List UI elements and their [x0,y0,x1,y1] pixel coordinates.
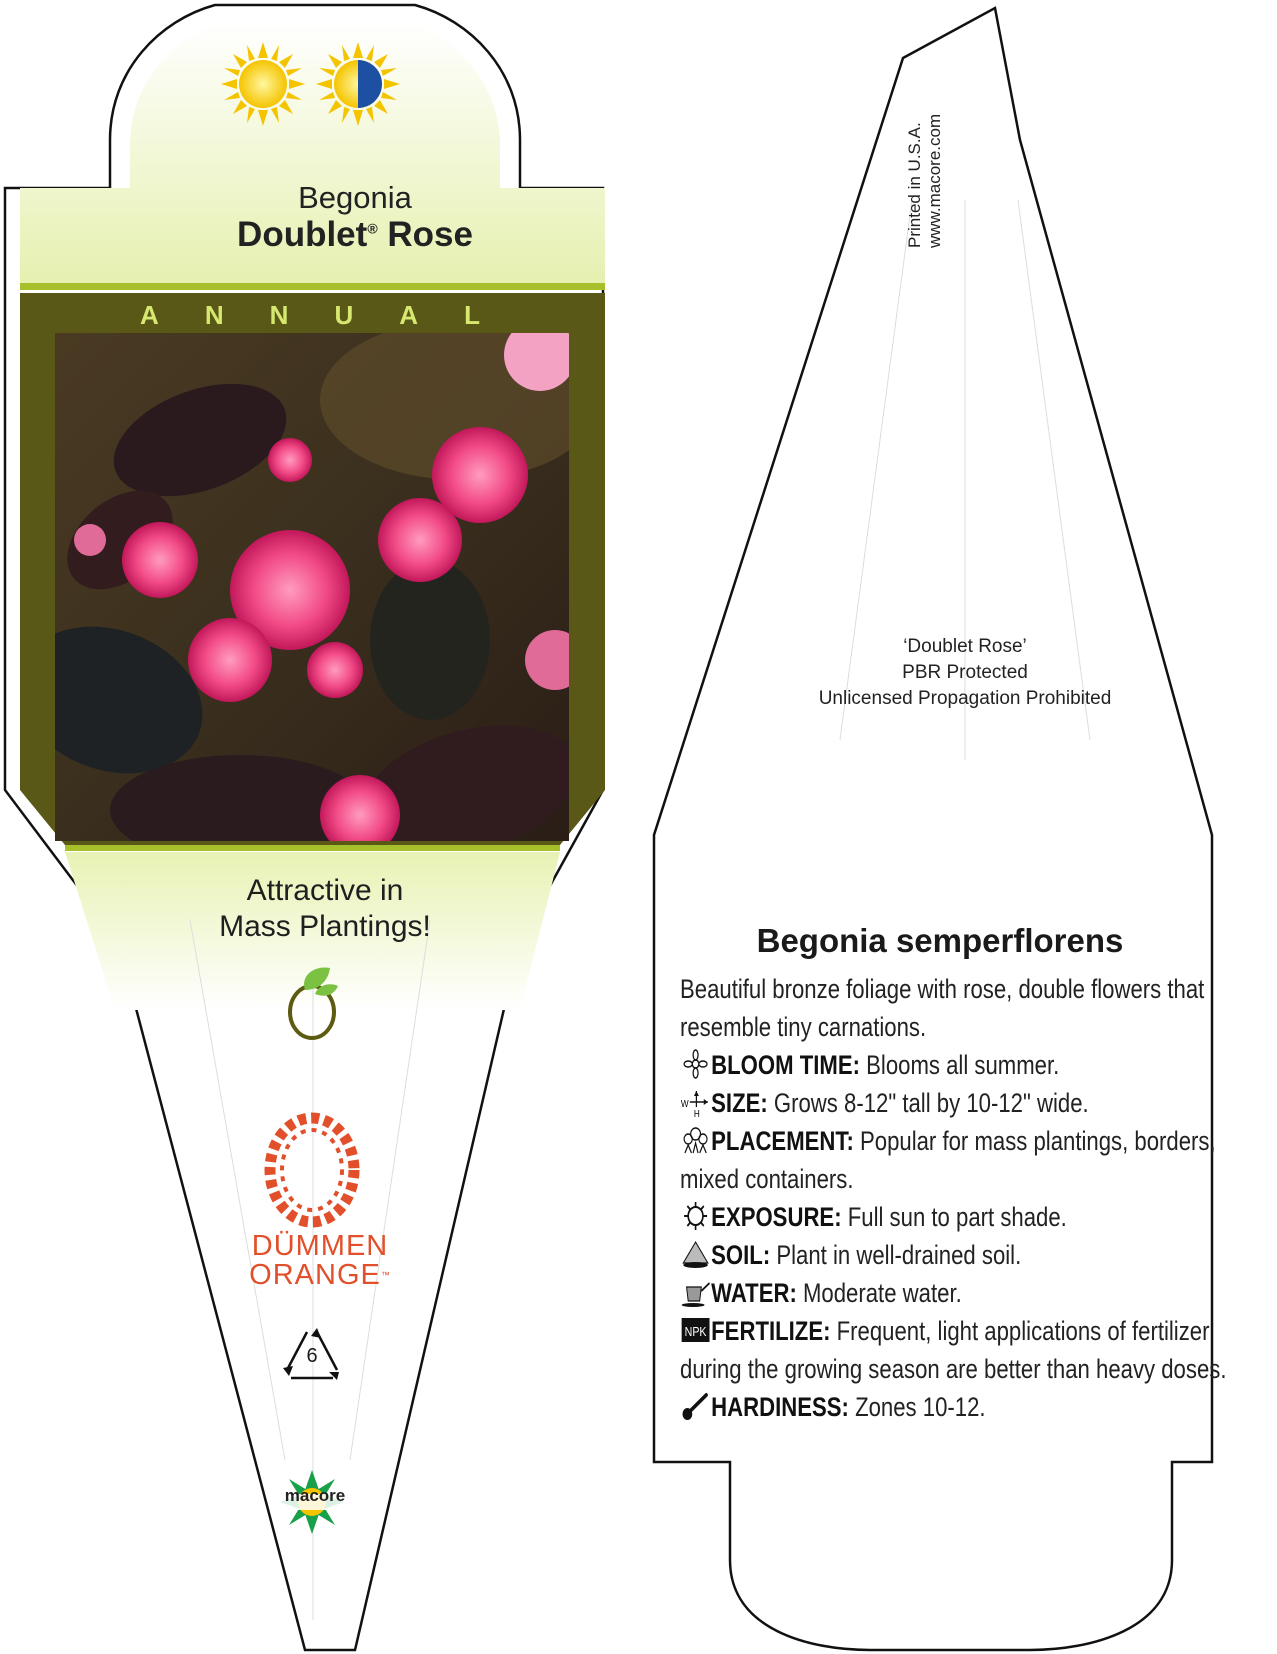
care-row-water [680,1274,1238,1312]
registered-mark: ® [367,220,378,237]
watering-can-icon [680,1277,711,1307]
care-row-exposure [680,1198,1238,1236]
care-text: Zones 10-12. [848,1392,986,1422]
brand-line-1: DÜMMEN [251,1230,389,1262]
plant-category [140,300,480,331]
category-letter: A [140,300,159,330]
care-text: Frequent, light applications of fertilizer [830,1316,1210,1346]
sun-exposure-icon [680,1201,711,1231]
description-line-2: resemble tiny carnations. [680,1012,927,1042]
npk-icon [680,1315,711,1345]
recycle-number: 6 [306,1345,318,1367]
care-text: Grows 8-12" tall by 10-12" wide. [767,1088,1089,1118]
care-row-soil [680,1236,1238,1274]
thermometer-icon [680,1391,711,1421]
care-label: PLACEMENT: [711,1126,854,1156]
trademark: ™ [380,1270,391,1280]
pbr-line-1: ‘Doublet Rose’ [903,636,1027,657]
tagline [150,873,500,945]
variety-name-suffix: Rose [377,215,473,254]
care-text: Full sun to part shade. [841,1202,1067,1232]
size-icon [680,1087,711,1117]
full-sun-icon [221,42,305,126]
category-letter: U [334,300,354,330]
tagline-line-2: Mass Plantings! [219,910,431,943]
placement-icon [680,1125,711,1155]
common-name: Begonia [298,180,412,215]
care-text: Popular for mass plantings, borders, [853,1126,1216,1156]
printed-line-1: Printed in U.S.A. [905,122,924,248]
care-label: SIZE: [711,1088,768,1118]
care-row-bloom [680,1046,1238,1084]
pbr-notice [780,634,1150,712]
category-letter: A [399,300,419,330]
pbr-line-2: PBR Protected [902,662,1028,683]
care-row-placement-cont: mixed containers. [680,1164,854,1194]
brand-logo-text [240,1232,400,1290]
flower-icon [680,1049,711,1079]
care-text: Plant in well-drained soil. [770,1240,1022,1270]
size-icon-h: H [693,1108,700,1117]
care-label: BLOOM TIME: [711,1050,860,1080]
pbr-line-3: Unlicensed Propagation Prohibited [818,688,1112,709]
care-label: HARDINESS: [711,1392,849,1422]
species-name: Begonia semperflorens [756,922,1124,959]
care-text: Blooms all summer. [859,1050,1060,1080]
variety-name [120,215,590,255]
care-row-fertilize [680,1312,1238,1350]
printed-line-2: www.macore.com [925,113,944,248]
category-letter: N [204,300,224,330]
care-label: EXPOSURE: [711,1202,842,1232]
printed-info [905,48,965,248]
care-row-fertilize-cont: during the growing season are better than heavy doses. [680,1354,1227,1384]
maker-logo-text: macore [284,1486,346,1505]
category-letter: N [269,300,289,330]
tagline-line-1: Attractive in [246,874,404,907]
part-shade-icon [316,42,400,126]
soil-icon [680,1239,711,1269]
description-line-1: Beautiful bronze foliage with rose, double flowers that [680,974,1205,1004]
brand-line-2 [240,1261,400,1290]
care-row-placement [680,1122,1238,1160]
care-info [680,970,1238,1426]
care-label: WATER: [711,1278,797,1308]
care-text: Moderate water. [796,1278,962,1308]
variety-name-main: Doublet [237,215,368,254]
flower-photo [0,319,600,876]
size-icon-w: W [680,1098,689,1110]
care-row-size [680,1084,1238,1122]
category-letter: L [464,300,480,330]
care-label: SOIL: [711,1240,771,1270]
care-label: FERTILIZE: [711,1316,831,1346]
npk-icon-label: NPK [684,1323,707,1340]
brand-line-2-text: ORANGE [249,1259,381,1291]
care-row-hardiness [680,1388,1238,1426]
